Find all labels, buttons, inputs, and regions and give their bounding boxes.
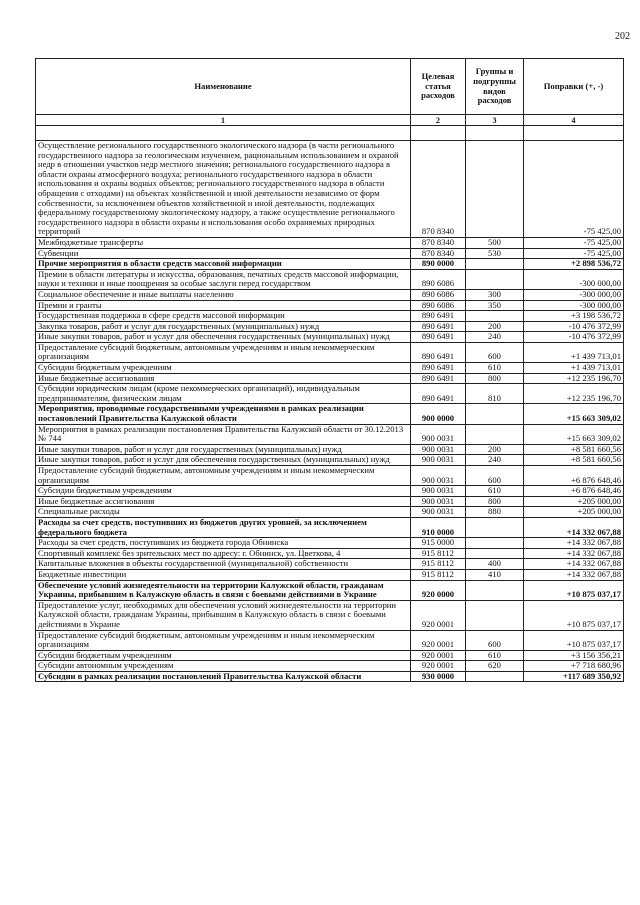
row-article-code: 890 6086 bbox=[411, 269, 466, 289]
row-expense-group bbox=[466, 404, 524, 424]
table-row bbox=[36, 569, 624, 580]
empty-cell bbox=[524, 126, 624, 141]
row-name: Предоставление услуг, необходимых для обеспечения условий жизнедеятельности на территории Калужской области, гражданам Украины, прибывшим в Калужскую область в связи с боевыми действиями в Украине bbox=[36, 600, 411, 630]
table-row bbox=[36, 384, 624, 404]
row-amendment-amount: +14 332 067,88 bbox=[524, 538, 624, 549]
row-amendment-amount: +10 875 037,17 bbox=[524, 630, 624, 650]
row-expense-group: 880 bbox=[466, 507, 524, 518]
column-number: 4 bbox=[524, 115, 624, 126]
table-row bbox=[36, 507, 624, 518]
row-article-code: 900 0031 bbox=[411, 424, 466, 444]
table-row bbox=[36, 661, 624, 672]
table-row bbox=[36, 671, 624, 682]
budget-amendments-table bbox=[35, 58, 624, 682]
row-article-code: 915 8112 bbox=[411, 569, 466, 580]
row-amendment-amount: -300 000,00 bbox=[524, 300, 624, 311]
row-expense-group bbox=[466, 671, 524, 682]
row-expense-group: 810 bbox=[466, 384, 524, 404]
row-amendment-amount: +12 235 196,70 bbox=[524, 373, 624, 384]
row-article-code: 870 8340 bbox=[411, 141, 466, 238]
row-name: Межбюджетные трансферты bbox=[36, 237, 411, 248]
header-name: Наименование bbox=[36, 59, 411, 115]
row-name: Расходы за счет средств, поступивших из бюджетов других уровней, за исключением федерального бюджета bbox=[36, 517, 411, 537]
header-amendments: Поправки (+, -) bbox=[524, 59, 624, 115]
row-name: Субсидии автономным учреждениям bbox=[36, 661, 411, 672]
row-expense-group: 200 bbox=[466, 444, 524, 455]
row-article-code: 920 0001 bbox=[411, 630, 466, 650]
row-name: Премии и гранты bbox=[36, 300, 411, 311]
table-row bbox=[36, 289, 624, 300]
table-header-row bbox=[36, 59, 624, 115]
table-row bbox=[36, 466, 624, 486]
row-name: Субсидии в рамках реализации постановлений Правительства Калужской области bbox=[36, 671, 411, 682]
row-article-code: 890 6491 bbox=[411, 342, 466, 362]
row-amendment-amount: +14 332 067,88 bbox=[524, 517, 624, 537]
table-body bbox=[36, 126, 624, 682]
column-number-row bbox=[36, 115, 624, 126]
header-article: Целевая статья расходов bbox=[411, 59, 466, 115]
table-row bbox=[36, 342, 624, 362]
column-number: 3 bbox=[466, 115, 524, 126]
row-amendment-amount: +12 235 196,70 bbox=[524, 384, 624, 404]
row-name: Иные бюджетные ассигнования bbox=[36, 373, 411, 384]
table-row bbox=[36, 486, 624, 497]
row-article-code: 900 0000 bbox=[411, 404, 466, 424]
row-article-code: 900 0031 bbox=[411, 466, 466, 486]
page-number: 202 bbox=[615, 31, 630, 42]
row-article-code: 890 6491 bbox=[411, 384, 466, 404]
row-article-code: 900 0031 bbox=[411, 455, 466, 466]
row-article-code: 890 6086 bbox=[411, 289, 466, 300]
row-amendment-amount: +205 000,00 bbox=[524, 496, 624, 507]
row-name: Мероприятия в рамках реализации постановления Правительства Калужской области от 30.12.2013 № 744 bbox=[36, 424, 411, 444]
row-expense-group: 620 bbox=[466, 661, 524, 672]
row-article-code: 910 0000 bbox=[411, 517, 466, 537]
table-row bbox=[36, 538, 624, 549]
row-expense-group: 610 bbox=[466, 486, 524, 497]
row-name: Субсидии бюджетным учреждениям bbox=[36, 486, 411, 497]
row-expense-group: 600 bbox=[466, 342, 524, 362]
row-amendment-amount: +14 332 067,88 bbox=[524, 559, 624, 570]
table-row bbox=[36, 496, 624, 507]
row-name: Спортивный комплекс без зрительских мест по адресу: г. Обнинск, ул. Цветкова, 4 bbox=[36, 548, 411, 559]
row-article-code: 920 0001 bbox=[411, 661, 466, 672]
row-amendment-amount: +14 332 067,88 bbox=[524, 548, 624, 559]
row-amendment-amount: +14 332 067,88 bbox=[524, 569, 624, 580]
row-expense-group: 600 bbox=[466, 466, 524, 486]
table-row bbox=[36, 321, 624, 332]
row-name: Субвенции bbox=[36, 248, 411, 259]
row-amendment-amount: +1 439 713,01 bbox=[524, 363, 624, 374]
row-expense-group bbox=[466, 580, 524, 600]
row-expense-group: 610 bbox=[466, 650, 524, 661]
row-article-code: 915 8112 bbox=[411, 559, 466, 570]
row-name: Иные закупки товаров, работ и услуг для обеспечения государственных (муниципальных) нужд bbox=[36, 332, 411, 343]
table-row bbox=[36, 444, 624, 455]
row-name: Премии в области литературы и искусства, образования, печатных средств массовой информации, науки и техники и иные поощрения за особые заслуги перед государством bbox=[36, 269, 411, 289]
row-name: Предоставление субсидий бюджетным, автономным учреждениям и иным некоммерческим организациям bbox=[36, 342, 411, 362]
row-amendment-amount: +3 198 536,72 bbox=[524, 311, 624, 322]
row-expense-group: 800 bbox=[466, 496, 524, 507]
row-article-code: 890 6491 bbox=[411, 373, 466, 384]
row-amendment-amount: -75 425,00 bbox=[524, 248, 624, 259]
row-article-code: 890 0000 bbox=[411, 259, 466, 270]
row-name: Прочие мероприятия в области средств массовой информации bbox=[36, 259, 411, 270]
row-amendment-amount: +6 876 648,46 bbox=[524, 466, 624, 486]
table-row bbox=[36, 548, 624, 559]
row-expense-group: 200 bbox=[466, 321, 524, 332]
row-expense-group: 800 bbox=[466, 373, 524, 384]
row-amendment-amount: +8 581 660,56 bbox=[524, 444, 624, 455]
row-expense-group bbox=[466, 269, 524, 289]
row-expense-group bbox=[466, 600, 524, 630]
row-expense-group: 500 bbox=[466, 237, 524, 248]
row-article-code: 915 0000 bbox=[411, 538, 466, 549]
row-article-code: 890 6491 bbox=[411, 311, 466, 322]
table-row bbox=[36, 580, 624, 600]
table-row bbox=[36, 650, 624, 661]
row-name: Мероприятия, проводимые государственными учреждениями в рамках реализации постановлений Правительства Калужской области bbox=[36, 404, 411, 424]
row-article-code: 870 8340 bbox=[411, 237, 466, 248]
row-name: Капитальные вложения в объекты государственной (муниципальной) собственности bbox=[36, 559, 411, 570]
row-name: Иные бюджетные ассигнования bbox=[36, 496, 411, 507]
row-amendment-amount: -75 425,00 bbox=[524, 237, 624, 248]
row-article-code: 900 0031 bbox=[411, 444, 466, 455]
row-article-code: 930 0000 bbox=[411, 671, 466, 682]
row-expense-group: 400 bbox=[466, 559, 524, 570]
table-row bbox=[36, 259, 624, 270]
row-amendment-amount: +10 875 037,17 bbox=[524, 580, 624, 600]
row-expense-group bbox=[466, 538, 524, 549]
table-row bbox=[36, 424, 624, 444]
row-amendment-amount: -10 476 372,99 bbox=[524, 321, 624, 332]
row-expense-group: 240 bbox=[466, 332, 524, 343]
row-expense-group: 300 bbox=[466, 289, 524, 300]
row-expense-group: 350 bbox=[466, 300, 524, 311]
row-expense-group bbox=[466, 424, 524, 444]
table-row bbox=[36, 300, 624, 311]
row-article-code: 920 0000 bbox=[411, 580, 466, 600]
row-amendment-amount: +8 581 660,56 bbox=[524, 455, 624, 466]
row-amendment-amount: +10 875 037,17 bbox=[524, 600, 624, 630]
row-name: Государственная поддержка в сфере средств массовой информации bbox=[36, 311, 411, 322]
table-row bbox=[36, 630, 624, 650]
row-amendment-amount: +2 898 536,72 bbox=[524, 259, 624, 270]
row-amendment-amount: -300 000,00 bbox=[524, 289, 624, 300]
table-row bbox=[36, 332, 624, 343]
row-amendment-amount: +6 876 648,46 bbox=[524, 486, 624, 497]
row-expense-group bbox=[466, 141, 524, 238]
row-expense-group: 240 bbox=[466, 455, 524, 466]
row-expense-group: 600 bbox=[466, 630, 524, 650]
table-row bbox=[36, 237, 624, 248]
table-row bbox=[36, 269, 624, 289]
row-name: Иные закупки товаров, работ и услуг для обеспечения государственных (муниципальных) нужд bbox=[36, 455, 411, 466]
row-article-code: 890 6086 bbox=[411, 300, 466, 311]
row-name: Обеспечение условий жизнедеятельности на территории Калужской области, гражданам Украины, прибывшим в Калужскую область в связи с боевыми действиями в Украине bbox=[36, 580, 411, 600]
row-expense-group: 410 bbox=[466, 569, 524, 580]
row-name: Субсидии юридическим лицам (кроме некоммерческих организаций), индивидуальным предпринимателям, физическим лицам bbox=[36, 384, 411, 404]
row-name: Осуществление регионального государственного экологического надзора (в части регионального государственного надзора за геологическим изучением, рациональным использованием и охраной недр в отношении участков недр местного значения; регионального государственного надзора в области охраны атмосферного воздуха; регионального государственного надзора в области использования и охраны водных объектов; регионального государственного надзора в области обращения с отходами) на объектах хозяйственной и иной деятельности независимо от форм собственности, за исключением объектов хозяйственной и иной деятельности, подлежащих федеральному государственному экологическому надзору, а также осуществление регионального государственного надзора в области охраны и использования особо охраняемых природных территорий bbox=[36, 141, 411, 238]
row-amendment-amount: +1 439 713,01 bbox=[524, 342, 624, 362]
table-row bbox=[36, 363, 624, 374]
row-amendment-amount: +205 000,00 bbox=[524, 507, 624, 518]
row-article-code: 900 0031 bbox=[411, 486, 466, 497]
header-groups: Группы и подгруппы видов расходов bbox=[466, 59, 524, 115]
row-article-code: 870 8340 bbox=[411, 248, 466, 259]
row-name: Предоставление субсидий бюджетным, автономным учреждениям и иным некоммерческим организациям bbox=[36, 466, 411, 486]
row-amendment-amount: -75 425,00 bbox=[524, 141, 624, 238]
row-amendment-amount: +15 663 309,02 bbox=[524, 424, 624, 444]
row-article-code: 890 6491 bbox=[411, 321, 466, 332]
row-amendment-amount: -10 476 372,99 bbox=[524, 332, 624, 343]
row-article-code: 920 0001 bbox=[411, 650, 466, 661]
row-name: Субсидии бюджетным учреждениям bbox=[36, 363, 411, 374]
table-row bbox=[36, 559, 624, 570]
empty-cell bbox=[411, 126, 466, 141]
table-row bbox=[36, 455, 624, 466]
table-row bbox=[36, 311, 624, 322]
table-row bbox=[36, 517, 624, 537]
table-row bbox=[36, 600, 624, 630]
row-expense-group bbox=[466, 548, 524, 559]
table-row bbox=[36, 248, 624, 259]
row-name: Предоставление субсидий бюджетным, автономным учреждениям и иным некоммерческим организациям bbox=[36, 630, 411, 650]
row-name: Бюджетные инвестиции bbox=[36, 569, 411, 580]
row-amendment-amount: -300 000,00 bbox=[524, 269, 624, 289]
row-amendment-amount: +7 718 680,96 bbox=[524, 661, 624, 672]
row-name: Расходы за счет средств, поступивших из бюджета города Обнинска bbox=[36, 538, 411, 549]
row-expense-group bbox=[466, 311, 524, 322]
row-expense-group: 530 bbox=[466, 248, 524, 259]
row-amendment-amount: +15 663 309,02 bbox=[524, 404, 624, 424]
empty-cell bbox=[36, 126, 411, 141]
row-expense-group: 610 bbox=[466, 363, 524, 374]
row-article-code: 900 0031 bbox=[411, 507, 466, 518]
row-name: Закупка товаров, работ и услуг для государственных (муниципальных) нужд bbox=[36, 321, 411, 332]
row-name: Иные закупки товаров, работ и услуг для государственных (муниципальных) нужд bbox=[36, 444, 411, 455]
row-amendment-amount: +3 156 356,21 bbox=[524, 650, 624, 661]
table-row bbox=[36, 141, 624, 238]
empty-cell bbox=[466, 126, 524, 141]
row-name: Социальное обеспечение и иные выплаты населению bbox=[36, 289, 411, 300]
row-amendment-amount: +117 689 350,92 bbox=[524, 671, 624, 682]
table-row bbox=[36, 373, 624, 384]
column-number: 1 bbox=[36, 115, 411, 126]
row-expense-group bbox=[466, 259, 524, 270]
row-name: Субсидии бюджетным учреждениям bbox=[36, 650, 411, 661]
row-article-code: 890 6491 bbox=[411, 332, 466, 343]
row-article-code: 920 0001 bbox=[411, 600, 466, 630]
row-article-code: 900 0031 bbox=[411, 496, 466, 507]
row-expense-group bbox=[466, 517, 524, 537]
row-name: Специальные расходы bbox=[36, 507, 411, 518]
table-row bbox=[36, 404, 624, 424]
row-article-code: 915 8112 bbox=[411, 548, 466, 559]
spacer-row bbox=[36, 126, 624, 141]
column-number: 2 bbox=[411, 115, 466, 126]
row-article-code: 890 6491 bbox=[411, 363, 466, 374]
